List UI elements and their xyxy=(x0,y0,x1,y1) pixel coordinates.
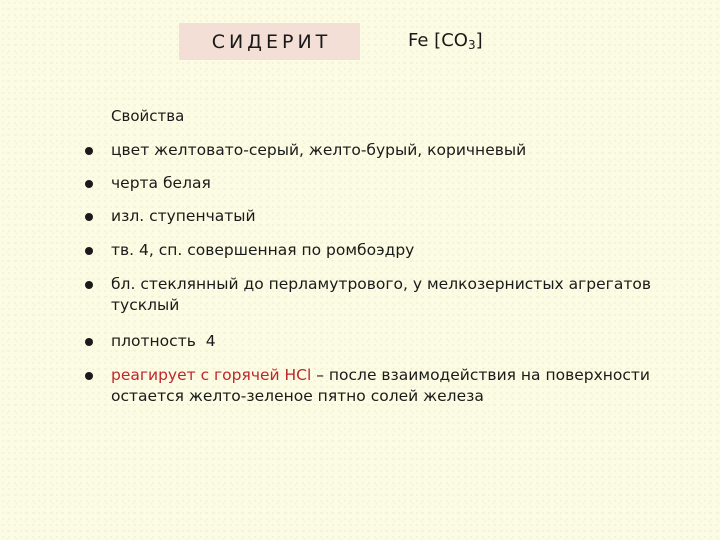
bullet-icon xyxy=(85,281,93,289)
bullet-icon xyxy=(85,247,93,255)
property-text: бл. стеклянный до перламутрового, у мелкозернистых агрегатов тусклый xyxy=(111,275,651,314)
formula-prefix: Fe [CO xyxy=(408,30,468,51)
property-rest: – после взаимодействия на поверхности остается желто-зеленое пятно солей железа xyxy=(111,366,650,405)
property-text: тв. 4, сп. совершенная по ромбоэдру xyxy=(111,241,415,259)
property-highlight: реагирует с горячей HCl xyxy=(111,366,312,384)
property-text: цвет желтовато-серый, желто-бурый, коричневый xyxy=(111,141,527,159)
mineral-title: СИДЕРИТ xyxy=(211,30,332,53)
formula-subscript: 3 xyxy=(467,38,476,52)
formula-suffix: ] xyxy=(475,30,483,51)
bullet-icon xyxy=(85,213,93,221)
title-box xyxy=(179,23,360,60)
property-text: плотность 4 xyxy=(111,332,216,350)
property-text xyxy=(111,365,676,407)
property-text: черта белая xyxy=(111,174,211,192)
section-heading: Свойства xyxy=(111,107,185,125)
chemical-formula xyxy=(408,30,483,52)
bullet-icon xyxy=(85,147,93,155)
bullet-icon xyxy=(85,372,93,380)
property-text: изл. ступенчатый xyxy=(111,207,256,225)
bullet-icon xyxy=(85,180,93,188)
bullet-icon xyxy=(85,338,93,346)
